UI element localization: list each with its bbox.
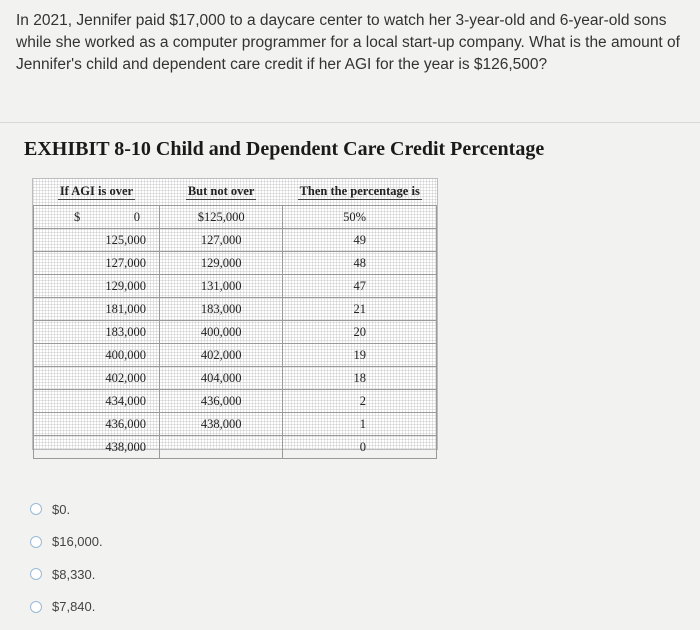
cell-but-not-over: 402,000 bbox=[159, 344, 282, 367]
table-row bbox=[34, 390, 437, 413]
option-label: $16,000. bbox=[52, 534, 103, 549]
cell-agi-over: 402,000 bbox=[34, 367, 160, 390]
answer-option-8330[interactable] bbox=[30, 563, 103, 585]
cell-percentage: 48 bbox=[283, 252, 437, 275]
cell-but-not-over: 129,000 bbox=[159, 252, 282, 275]
table-row bbox=[34, 344, 437, 367]
table-row bbox=[34, 275, 437, 298]
cell-agi-over: 125,000 bbox=[34, 229, 160, 252]
cell-percentage: 49 bbox=[283, 229, 437, 252]
table-row bbox=[34, 229, 437, 252]
table-row bbox=[34, 252, 437, 275]
cell-but-not-over: 131,000 bbox=[159, 275, 282, 298]
cell-agi-over: 181,000 bbox=[34, 298, 160, 321]
cell-but-not-over: 183,000 bbox=[159, 298, 282, 321]
section-divider bbox=[0, 122, 700, 123]
cell-agi-over: 127,000 bbox=[34, 252, 160, 275]
cell-percentage: 2 bbox=[283, 390, 437, 413]
cell-agi-over: 183,000 bbox=[34, 321, 160, 344]
answer-option-16000[interactable] bbox=[30, 531, 103, 553]
option-label: $7,840. bbox=[52, 599, 96, 614]
table-row bbox=[34, 367, 437, 390]
cell-but-not-over: 127,000 bbox=[159, 229, 282, 252]
cell-percentage: 21 bbox=[283, 298, 437, 321]
answer-option-0[interactable] bbox=[30, 498, 103, 520]
option-label: $0. bbox=[52, 501, 71, 517]
table-row bbox=[34, 436, 437, 459]
header-agi-over: If AGI is over bbox=[59, 184, 134, 198]
table-header-row bbox=[34, 179, 437, 206]
cell-agi-over: 434,000 bbox=[34, 390, 160, 413]
cell-percentage: 0 bbox=[283, 436, 437, 459]
exhibit-table bbox=[32, 178, 438, 454]
cell-percentage: 50% bbox=[283, 206, 437, 229]
radio-button-icon[interactable] bbox=[30, 568, 42, 580]
cell-percentage: 47 bbox=[283, 275, 437, 298]
cell-percentage: 19 bbox=[283, 344, 437, 367]
cell-percentage: 18 bbox=[283, 367, 437, 390]
radio-button-icon[interactable] bbox=[30, 536, 42, 548]
exhibit-title: EXHIBIT 8-10 Child and Dependent Care Credit Percentage bbox=[24, 138, 545, 160]
cell-agi-over: $ 0 bbox=[34, 206, 160, 229]
answer-option-7840[interactable] bbox=[30, 596, 103, 618]
cell-agi-over: 129,000 bbox=[34, 275, 160, 298]
question-text: In 2021, Jennifer paid $17,000 to a daycare center to watch her 3-year-old and 6-year-old sons while she worked as a computer programmer for a local start-up company. What is the amount of Jennifer's child and dependent care credit if her AGI for the year is $126,500? bbox=[16, 12, 680, 73]
cell-but-not-over: 400,000 bbox=[159, 321, 282, 344]
cell-agi-over: 400,000 bbox=[34, 344, 160, 367]
table-row bbox=[34, 321, 437, 344]
cell-agi-over: 438,000 bbox=[34, 436, 160, 459]
option-label: $8,330. bbox=[52, 566, 96, 582]
cell-percentage: 20 bbox=[283, 321, 437, 344]
cell-but-not-over: 404,000 bbox=[159, 367, 282, 390]
cell-agi-over: 436,000 bbox=[34, 413, 160, 436]
radio-button-icon[interactable] bbox=[30, 503, 42, 515]
table-row bbox=[34, 206, 437, 229]
header-but-not-over: But not over bbox=[187, 184, 255, 198]
table-row bbox=[34, 298, 437, 321]
cell-percentage: 1 bbox=[283, 413, 437, 436]
cell-but-not-over: 438,000 bbox=[159, 413, 282, 436]
answer-options bbox=[30, 498, 103, 628]
cell-but-not-over: $125,000 bbox=[159, 206, 282, 229]
radio-button-icon[interactable] bbox=[30, 601, 42, 613]
header-percentage: Then the percentage is bbox=[299, 184, 420, 198]
table-row bbox=[34, 413, 437, 436]
cell-but-not-over: 436,000 bbox=[159, 390, 282, 413]
cell-but-not-over bbox=[159, 436, 282, 459]
